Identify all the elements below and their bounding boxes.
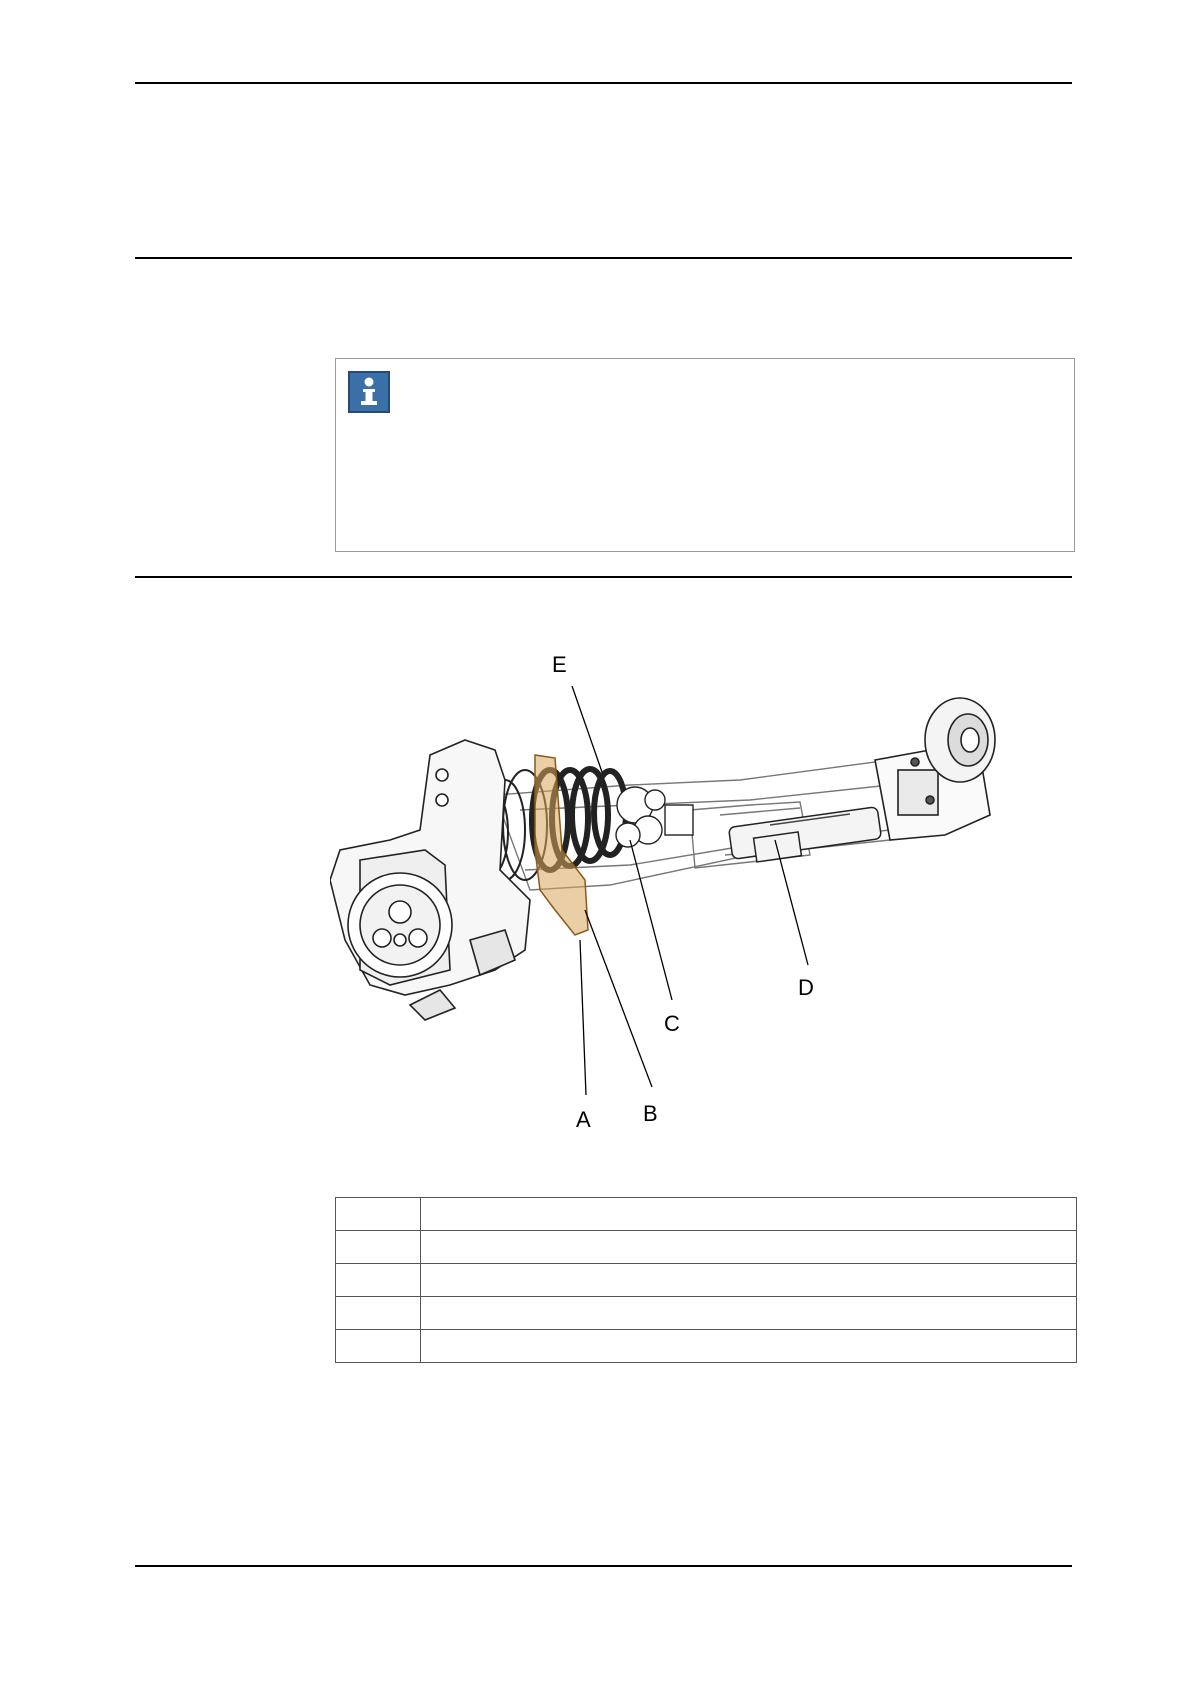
leader-e: [572, 686, 602, 772]
table-cell-position: [336, 1231, 421, 1264]
leader-a: [580, 940, 586, 1095]
legend-table: [335, 1197, 1077, 1363]
leader-b: [585, 910, 652, 1087]
gear-cluster: [616, 787, 693, 847]
leader-c: [630, 840, 672, 1000]
callout-b: B: [643, 1101, 658, 1126]
table-cell-description: [421, 1330, 1077, 1363]
wrist-unit: [875, 698, 995, 840]
table-cell-description: [421, 1198, 1077, 1231]
table-cell-description: [421, 1264, 1077, 1297]
table-row: [336, 1297, 1077, 1330]
leader-d: [775, 840, 808, 965]
table-row: [336, 1198, 1077, 1231]
robot-arm-drawing: [330, 640, 1090, 1160]
header-rule: [135, 82, 1072, 84]
callout-d: D: [798, 975, 814, 1000]
table-cell-description: [421, 1231, 1077, 1264]
footer-rule: [135, 1565, 1072, 1567]
information-icon: [348, 371, 390, 413]
table-row: [336, 1264, 1077, 1297]
table-row: [336, 1330, 1077, 1363]
callout-a: A: [576, 1107, 591, 1132]
callout-e: E: [552, 652, 567, 677]
table-cell-position: [336, 1297, 421, 1330]
information-note: [335, 358, 1075, 552]
section-rule-1: [135, 257, 1072, 259]
table-row: [336, 1231, 1077, 1264]
table-cell-position: [336, 1198, 421, 1231]
callout-c: C: [664, 1011, 680, 1036]
base-housing: [330, 740, 530, 1020]
motor-unit: [729, 807, 882, 862]
table-cell-position: [336, 1330, 421, 1363]
robot-arm-figure: [330, 640, 1090, 1160]
table-cell-position: [336, 1264, 421, 1297]
section-rule-2: [135, 576, 1072, 578]
table-cell-description: [421, 1297, 1077, 1330]
